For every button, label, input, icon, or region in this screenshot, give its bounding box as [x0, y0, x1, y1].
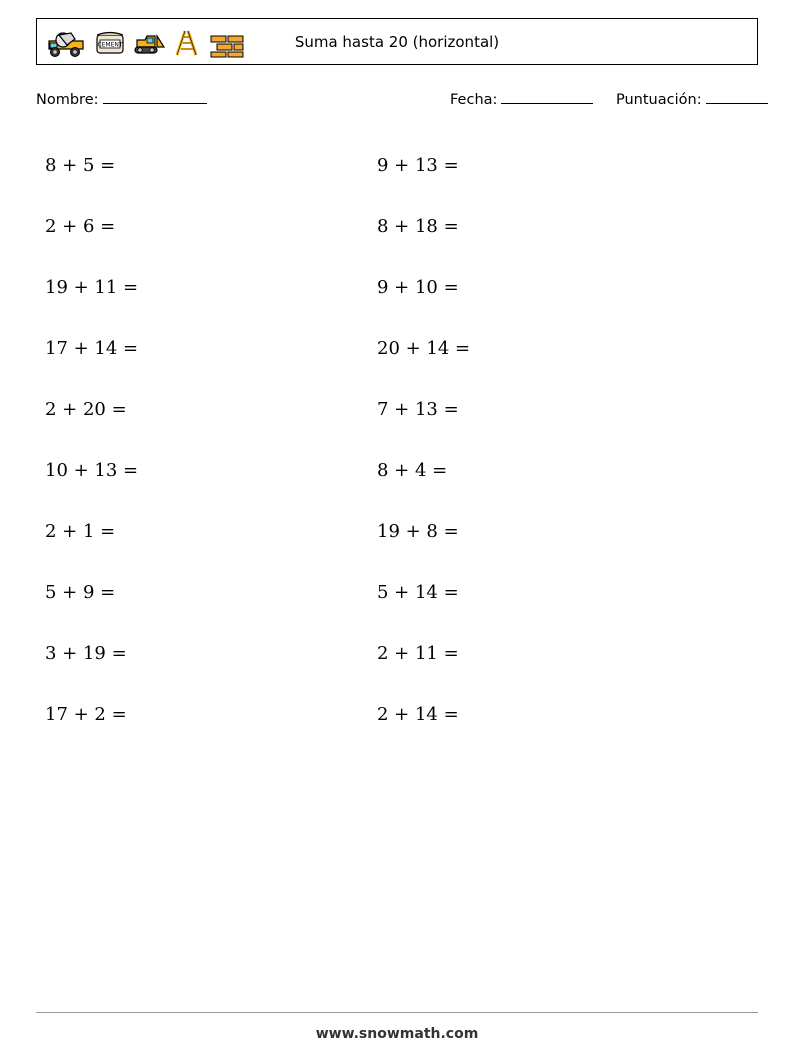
student-info-row — [36, 92, 758, 114]
svg-text:CEMENT: CEMENT — [97, 41, 123, 49]
problem-item: 2 + 11 = — [377, 643, 459, 664]
problem-item: 9 + 13 = — [377, 155, 459, 176]
problem-item: 20 + 14 = — [377, 338, 471, 359]
worksheet-title: Suma hasta 20 (horizontal) — [294, 32, 500, 51]
footer-website: www.snowmath.com — [315, 1026, 479, 1042]
score-label: Puntuación: — [616, 92, 702, 108]
footer-divider — [36, 1012, 758, 1013]
problem-item: 10 + 13 = — [45, 460, 139, 481]
problem-item: 8 + 18 = — [377, 216, 459, 237]
problem-column-right — [377, 135, 707, 745]
problem-item: 3 + 19 = — [45, 643, 127, 664]
name-label: Nombre: — [36, 92, 99, 108]
problem-item: 9 + 10 = — [377, 277, 459, 298]
problem-item: 19 + 11 = — [45, 277, 139, 298]
header-box — [36, 18, 758, 65]
problem-item: 2 + 14 = — [377, 704, 459, 725]
problem-item: 2 + 6 = — [45, 216, 116, 237]
score-input-line[interactable] — [706, 103, 768, 104]
problem-item: 5 + 14 = — [377, 582, 459, 603]
name-input-line[interactable] — [103, 103, 207, 104]
problem-item: 7 + 13 = — [377, 399, 459, 420]
problem-item: 8 + 5 = — [45, 155, 116, 176]
date-label: Fecha: — [450, 92, 498, 108]
score-field-group — [616, 92, 768, 108]
date-input-line[interactable] — [501, 103, 593, 104]
problem-item: 17 + 2 = — [45, 704, 127, 725]
problem-item: 19 + 8 = — [377, 521, 459, 542]
problem-item: 2 + 20 = — [45, 399, 127, 420]
problem-item: 2 + 1 = — [45, 521, 116, 542]
problem-item: 8 + 4 = — [377, 460, 448, 481]
date-field-group — [450, 92, 593, 108]
problem-column-left — [45, 135, 375, 745]
problem-item: 5 + 9 = — [45, 582, 116, 603]
name-field-group — [36, 92, 207, 108]
problem-item: 17 + 14 = — [45, 338, 139, 359]
